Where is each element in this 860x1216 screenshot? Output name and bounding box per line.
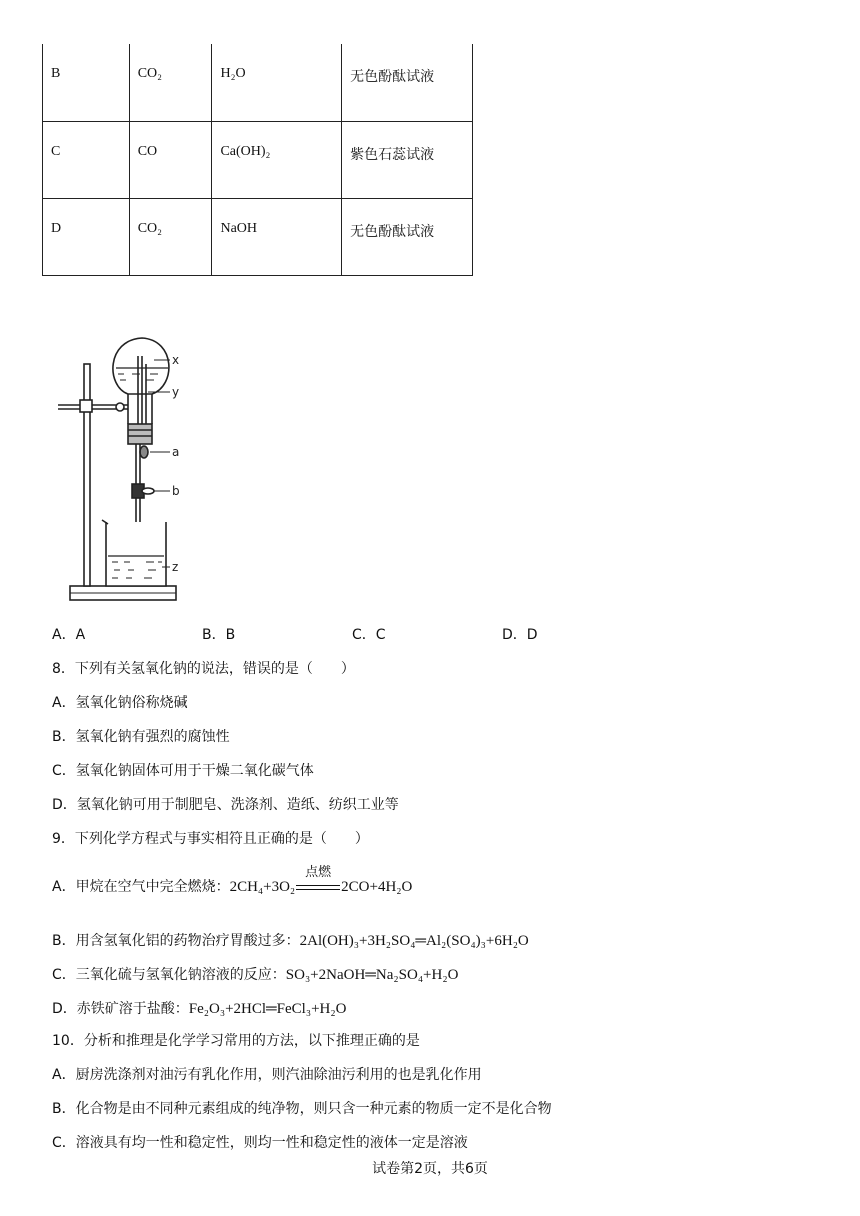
table-cell: CO <box>129 121 212 198</box>
table-row <box>43 198 473 275</box>
q7-option-c: C．C <box>352 627 386 643</box>
q7-option-b: B．B <box>202 627 236 643</box>
table-row <box>43 44 473 121</box>
q8-stem: 8．下列有关氢氧化钠的说法，错误的是（ ） <box>52 661 355 677</box>
equation-right: 2CO+4H₂O <box>341 879 413 895</box>
table-cell: H₂O <box>212 44 342 121</box>
table-cell: C <box>43 121 130 198</box>
table-cell: 紫色石蕊试液 <box>342 121 473 198</box>
q9-option-c: C．三氧化硫与氢氧化钠溶液的反应：SO₃+2NaOH═Na₂SO₄+H₂O <box>52 967 459 983</box>
q10-stem: 10．分析和推理是化学学习常用的方法，以下推理正确的是 <box>52 1033 420 1049</box>
q9-option-d: D．赤铁矿溶于盐酸：Fe₂O₃+2HCl═FeCl₃+H₂O <box>52 1001 347 1017</box>
table-cell: Ca(OH)₂ <box>212 121 342 198</box>
q10-option-c: C．溶液具有均一性和稳定性，则均一性和稳定性的液体一定是溶液 <box>52 1135 468 1151</box>
table-cell: D <box>43 198 130 275</box>
table-cell: 无色酚酞试液 <box>342 44 473 121</box>
answer-table <box>42 44 473 276</box>
double-line-icon <box>296 885 340 890</box>
label-x: x <box>172 353 180 367</box>
equation-left: 2CH₄+3O₂ <box>229 879 296 895</box>
apparatus-diagram <box>58 334 198 606</box>
q10-option-b: B．化合物是由不同种元素组成的纯净物，则只含一种元素的物质一定不是化合物 <box>52 1101 552 1117</box>
q10-option-a: A．厨房洗涤剂对油污有乳化作用，则汽油除油污利用的也是乳化作用 <box>52 1067 482 1083</box>
table-cell: 无色酚酞试液 <box>342 198 473 275</box>
condition-label: 点燃 <box>305 865 332 880</box>
q9-option-a: A．甲烷在空气中完全燃烧：2CH₄+3O₂ 点燃 2CO+4H₂O <box>52 876 412 896</box>
q8-option-d: D．氢氧化钠可用于制肥皂、洗涤剂、造纸、纺织工业等 <box>52 797 399 813</box>
table-cell: CO₂ <box>129 198 212 275</box>
q8-option-c: C．氢氧化钠固体可用于干燥二氧化碳气体 <box>52 763 314 779</box>
q8-option-b: B．氢氧化钠有强烈的腐蚀性 <box>52 729 230 745</box>
label-b: b <box>172 484 180 498</box>
q7-option-a: A．A <box>52 627 86 643</box>
q8-option-a: A．氢氧化钠俗称烧碱 <box>52 695 188 711</box>
label-z: z <box>172 560 179 574</box>
table-cell: NaOH <box>212 198 342 275</box>
q9-stem: 9．下列化学方程式与事实相符且正确的是（ ） <box>52 831 369 847</box>
label-a: a <box>172 445 180 459</box>
page-footer: 试卷第2页，共6页 <box>372 1161 488 1177</box>
table-cell: B <box>43 44 130 121</box>
q7-option-d: D．D <box>502 627 538 643</box>
condition-arrow <box>295 865 341 895</box>
table-cell: CO₂ <box>129 44 212 121</box>
label-y: y <box>172 385 180 399</box>
table-row <box>43 121 473 198</box>
q9-option-b: B．用含氢氧化铝的药物治疗胃酸过多：2Al(OH)₃+3H₂SO₄═Al₂(SO₄)₃+6H₂O <box>52 933 529 949</box>
